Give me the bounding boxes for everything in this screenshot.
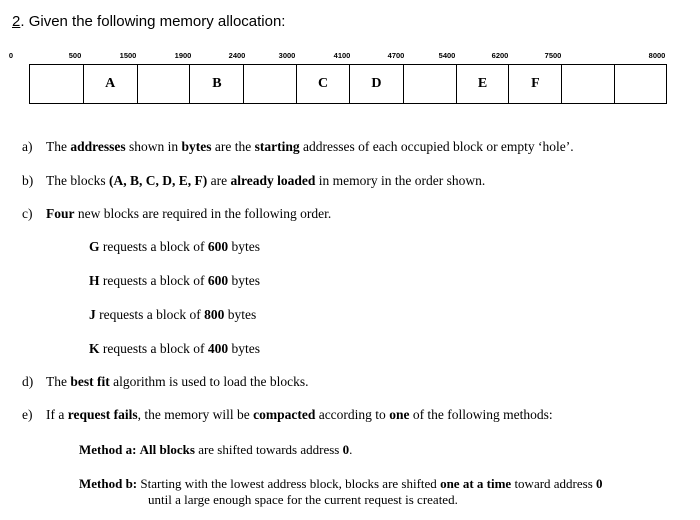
request-text: requests a block of	[99, 239, 208, 254]
address-label: 0	[8, 51, 14, 60]
item-b	[22, 173, 485, 189]
method-b	[79, 476, 603, 492]
method-b-continuation	[148, 492, 458, 508]
question-heading-text: Given the following memory allocation:	[28, 13, 286, 30]
item-text: addresses of each occupied block or empty ‘hole’.	[299, 139, 574, 154]
method-bold: one at a time	[440, 476, 512, 491]
memory-block-b: B	[190, 65, 244, 103]
method-text: .	[349, 442, 353, 457]
address-label: 500	[68, 51, 82, 60]
request-letter: G	[89, 239, 100, 254]
method-text: until a large enough space for the current request is created.	[148, 492, 458, 507]
item-bold: Four	[46, 206, 75, 221]
request-text: requests a block of	[99, 341, 208, 356]
address-label: 7500	[544, 51, 562, 60]
item-d	[22, 374, 308, 390]
request-letter: H	[89, 273, 100, 288]
question-number-separator: .	[20, 13, 25, 30]
request-j	[89, 307, 256, 323]
item-text: are	[207, 173, 231, 188]
item-label: c)	[22, 206, 33, 221]
request-size: 800	[204, 307, 225, 322]
memory-cell	[562, 65, 615, 103]
memory-block-e: E	[457, 65, 510, 103]
item-bold: request fails	[67, 407, 138, 422]
item-text: are the	[211, 139, 255, 154]
item-a	[22, 139, 574, 155]
item-e	[22, 407, 553, 423]
address-label: 1500	[119, 51, 137, 60]
memory-cell	[138, 65, 191, 103]
method-a	[79, 442, 352, 458]
item-text: The	[46, 139, 71, 154]
item-bold: (A, B, C, D, E, F)	[109, 173, 208, 188]
address-label: 4100	[333, 51, 351, 60]
method-bold: 0	[596, 476, 603, 491]
item-label: a)	[22, 139, 33, 154]
request-unit: bytes	[228, 239, 260, 254]
item-bold: addresses	[70, 139, 126, 154]
memory-block-f: F	[509, 65, 562, 103]
request-unit: bytes	[228, 273, 260, 288]
item-bold: bytes	[181, 139, 212, 154]
item-text: new blocks are required in the following order.	[74, 206, 332, 221]
item-text: The blocks	[46, 173, 109, 188]
request-letter: J	[89, 307, 96, 322]
memory-cell	[30, 65, 84, 103]
request-size: 600	[207, 239, 229, 254]
method-text: toward address	[511, 476, 597, 491]
memory-cell	[615, 65, 666, 103]
question-number: 2	[12, 13, 21, 30]
request-text: requests a block of	[99, 273, 208, 288]
memory-block-a: A	[84, 65, 138, 103]
method-bold: All blocks	[139, 442, 195, 457]
memory-cell	[404, 65, 457, 103]
question-title	[12, 13, 285, 30]
item-text: of the following methods:	[409, 407, 553, 422]
item-text: If a	[46, 407, 68, 422]
address-label: 1900	[174, 51, 192, 60]
item-bold: already loaded	[230, 173, 316, 188]
request-g	[89, 239, 260, 255]
item-text: The	[46, 374, 71, 389]
memory-map	[29, 64, 667, 104]
item-bold: best fit	[70, 374, 110, 389]
request-unit: bytes	[224, 307, 257, 322]
item-c	[22, 206, 331, 222]
address-label: 4700	[387, 51, 405, 60]
memory-block-d: D	[350, 65, 404, 103]
request-size: 400	[207, 341, 229, 356]
request-k	[89, 341, 260, 357]
address-label: 2400	[228, 51, 246, 60]
item-text: , the memory will be	[137, 407, 254, 422]
address-label: 6200	[491, 51, 509, 60]
item-text: according to	[315, 407, 390, 422]
memory-cell	[244, 65, 297, 103]
address-label: 5400	[438, 51, 456, 60]
method-bold: 0	[342, 442, 350, 457]
method-text: are shifted towards address	[194, 442, 343, 457]
request-unit: bytes	[228, 341, 260, 356]
item-bold: starting	[254, 139, 300, 154]
item-label: d)	[22, 374, 34, 389]
item-text: algorithm is used to load the blocks.	[109, 374, 309, 389]
address-label: 8000	[648, 51, 666, 60]
item-label: b)	[22, 173, 34, 188]
request-h	[89, 273, 260, 289]
request-size: 600	[207, 273, 229, 288]
item-bold: one	[389, 407, 410, 422]
request-text: requests a block of	[95, 307, 205, 322]
item-text: shown in	[125, 139, 182, 154]
method-label: Method b:	[79, 476, 138, 491]
item-bold: compacted	[253, 407, 316, 422]
item-text: in memory in the order shown.	[315, 173, 486, 188]
request-letter: K	[89, 341, 100, 356]
address-label: 3000	[278, 51, 296, 60]
method-label: Method a:	[79, 442, 137, 457]
memory-block-c: C	[297, 65, 350, 103]
item-label: e)	[22, 407, 33, 422]
method-text: Starting with the lowest address block, blocks are shifted	[140, 476, 441, 491]
